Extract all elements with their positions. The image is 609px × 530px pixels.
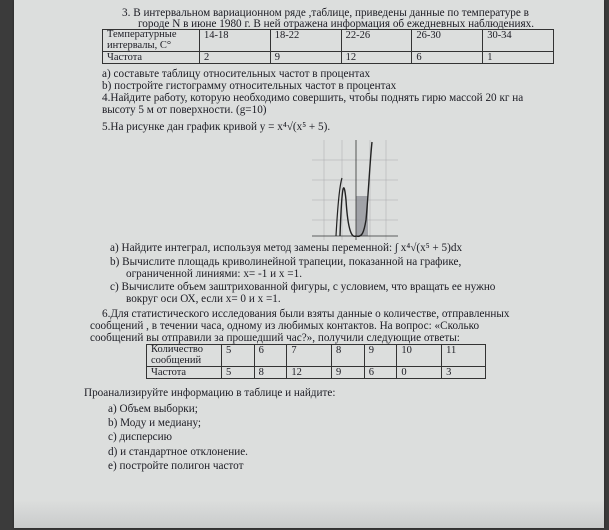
- count-label-1: Количество: [151, 344, 204, 355]
- freq-cell: 9: [270, 52, 341, 64]
- freq-cell: 5: [222, 367, 255, 379]
- task5-item-b-line2: ограниченной линиями: x= -1 и x =1.: [126, 268, 303, 280]
- table-row: [103, 52, 554, 64]
- interval-cell: 30-34: [483, 30, 554, 52]
- freq-cell: 3: [442, 367, 486, 379]
- count-cell: 7: [287, 345, 332, 367]
- task6-line3: сообщений вы отправили за прошедший час?», получили следующие ответы:: [90, 332, 460, 344]
- document-page: [14, 0, 604, 528]
- task3-line1: 3. В интервальном вариационном ряде ,таблице, приведены данные по температуре в: [122, 7, 529, 19]
- freq-label-cell: Частота: [147, 367, 222, 379]
- temperature-table: [102, 29, 554, 64]
- freq-cell: 0: [397, 367, 442, 379]
- task5-intro: 5.На рисунке дан график кривой y = x⁴√(x⁵ + 5).: [102, 121, 331, 133]
- freq-cell: 1: [483, 52, 554, 64]
- header-cell: [147, 345, 222, 367]
- graph-grid: [312, 140, 398, 240]
- count-cell: 9: [364, 345, 397, 367]
- task3-item-b: b) постройте гистограмму относительных частот в процентах: [102, 80, 397, 92]
- header-label-1: Температурные: [107, 29, 177, 40]
- task4-line1: 4.Найдите работу, которую необходимо совершить, чтобы поднять гирю массой 20 кг на: [102, 92, 524, 104]
- freq-cell: 8: [254, 367, 287, 379]
- task3-line2: городе N в июне 1980 г. В ней отражена информация об ежедневных наблюдениях.: [138, 18, 534, 30]
- task6-analyze: Проанализируйте информацию в таблице и найдите:: [84, 387, 336, 399]
- messages-table: [146, 344, 486, 379]
- task5-item-b-line1: b) Вычислите площадь криволинейной трапеции, показанной на графике,: [110, 256, 462, 268]
- freq-cell: 6: [364, 367, 397, 379]
- task5-item-c-line2: вокруг оси ОХ, если x= 0 и x =1.: [126, 293, 281, 305]
- task6-line2: сообщений , в течении часа, одному из любимых контактов. На вопрос: «Сколько: [90, 320, 480, 332]
- task6-item-e: е) постройте полигон частот: [108, 460, 244, 472]
- freq-cell: 9: [332, 367, 365, 379]
- task6-line1: 6.Для статистического исследования были взяты данные о количестве, отправленных: [102, 308, 510, 320]
- interval-cell: 14-18: [200, 30, 271, 52]
- table-row: [103, 30, 554, 52]
- task6-item-d: d) и стандартное отклонение.: [108, 446, 248, 458]
- header-label-2: интервалы, С°: [107, 39, 172, 51]
- task6-item-a: а) Объем выборки;: [108, 403, 198, 415]
- task5-item-a: а) Найдите интеграл, используя метод замены переменной: ∫ x⁴√(x⁵ + 5)dx: [110, 242, 463, 254]
- interval-cell: 22-26: [341, 30, 412, 52]
- task5-item-c-line1: с) Вычислите объем заштрихованной фигуры, с условием, что вращать ее нужно: [110, 281, 496, 293]
- freq-cell: 12: [341, 52, 412, 64]
- page-shadow: [14, 500, 604, 528]
- freq-cell: 6: [412, 52, 483, 64]
- table-row: [147, 367, 486, 379]
- interval-cell: 26-30: [412, 30, 483, 52]
- task6-item-c: с) дисперсию: [108, 431, 172, 443]
- task4-line2: высоту 5 м от поверхности. (g=10): [102, 104, 267, 116]
- count-cell: 8: [332, 345, 365, 367]
- freq-label-cell: Частота: [103, 52, 200, 64]
- freq-cell: 2: [200, 52, 271, 64]
- curve-graph: [312, 140, 398, 240]
- interval-cell: 18-22: [270, 30, 341, 52]
- task3-item-a: а) составьте таблицу относительных частот в процентах: [102, 68, 371, 80]
- count-cell: 5: [222, 345, 255, 367]
- count-label-2: сообщений: [151, 354, 202, 366]
- count-cell: 6: [254, 345, 287, 367]
- header-cell: [103, 30, 200, 52]
- task6-item-b: b) Моду и медиану;: [108, 417, 202, 429]
- count-cell: 10: [397, 345, 442, 367]
- freq-cell: 12: [287, 367, 332, 379]
- count-cell: 11: [442, 345, 486, 367]
- table-row: [147, 345, 486, 367]
